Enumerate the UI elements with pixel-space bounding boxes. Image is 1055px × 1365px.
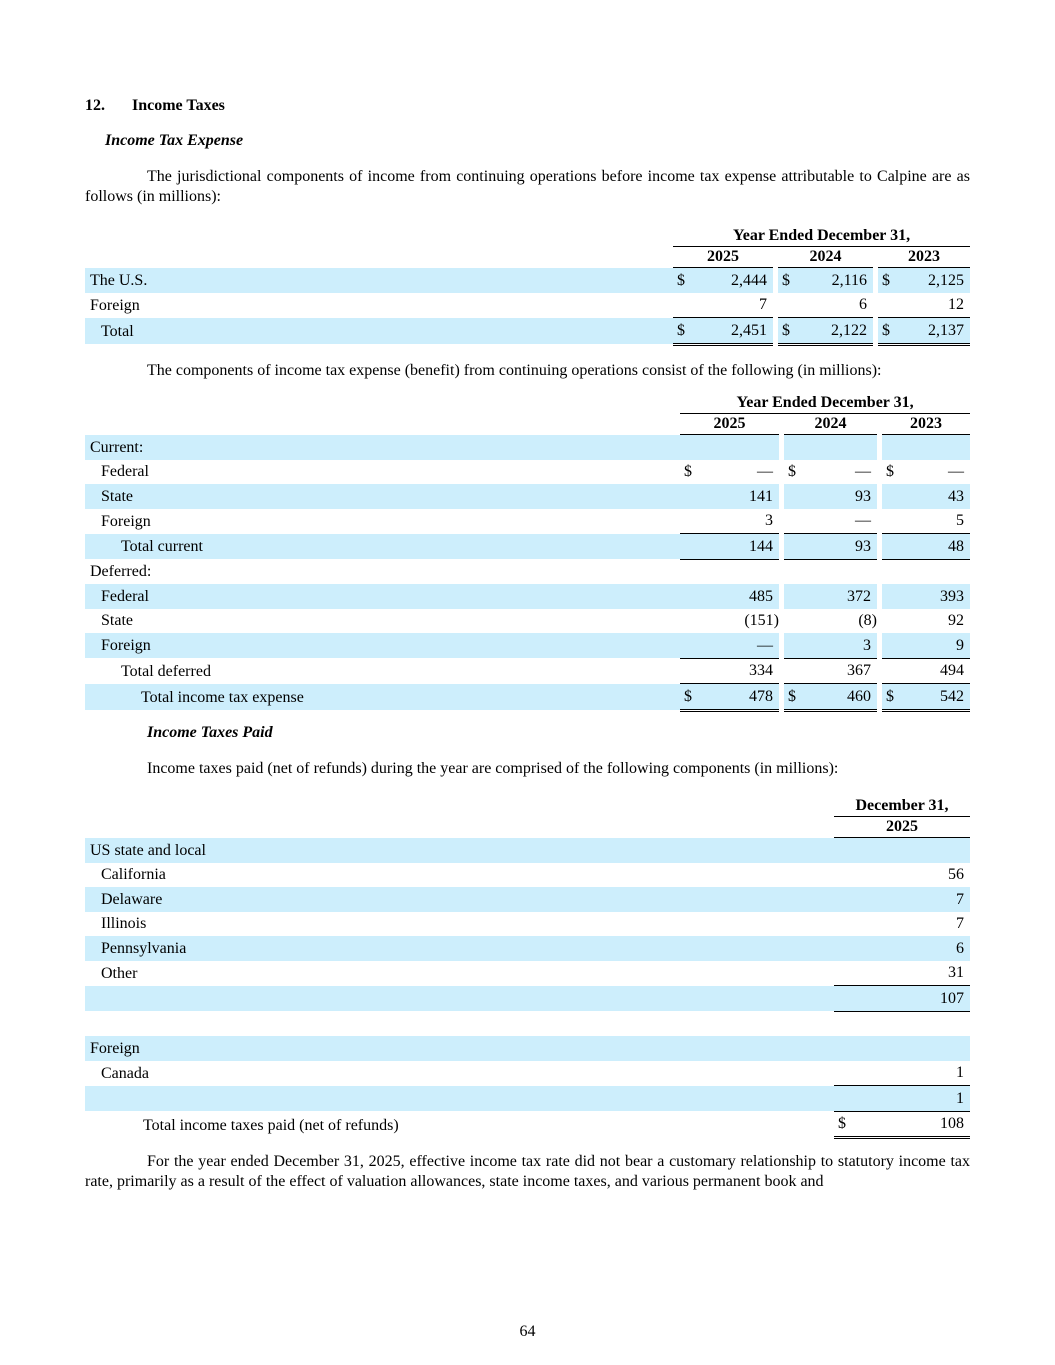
value-cell: 43 bbox=[904, 484, 970, 509]
page-number: 64 bbox=[519, 1323, 536, 1340]
row-label: Current: bbox=[85, 435, 680, 460]
table-row bbox=[85, 1086, 970, 1112]
col-year-2025: 2025 bbox=[834, 817, 970, 838]
table-row bbox=[85, 435, 970, 460]
row-label: State bbox=[101, 612, 133, 629]
value-cell: 2,125 bbox=[900, 268, 970, 293]
value-cell: 7 bbox=[695, 293, 773, 318]
row-label: Other bbox=[101, 964, 138, 982]
row-label: Foreign bbox=[101, 512, 151, 530]
table-row bbox=[85, 534, 970, 560]
table-row bbox=[85, 986, 970, 1012]
section-number: 12. bbox=[85, 97, 105, 114]
table-row bbox=[85, 609, 970, 634]
value-cell: (8) bbox=[858, 612, 877, 629]
value-cell: 3 bbox=[806, 633, 877, 658]
table-row bbox=[85, 912, 970, 937]
value-cell: 460 bbox=[806, 684, 877, 711]
foreign-subtotal-value: 1 bbox=[856, 1086, 970, 1112]
table-row bbox=[85, 633, 970, 658]
value-cell: 2,451 bbox=[695, 318, 773, 345]
value-cell: 6 bbox=[800, 293, 873, 318]
table-row bbox=[85, 584, 970, 609]
value-cell: 2,116 bbox=[800, 268, 873, 293]
value-cell: 367 bbox=[806, 658, 877, 684]
year-ended-header: Year Ended December 31, bbox=[680, 393, 970, 414]
col-year-2024: 2024 bbox=[784, 414, 877, 435]
row-label: Federal bbox=[85, 584, 680, 609]
row-label: Pennsylvania bbox=[85, 936, 834, 961]
row-label: Illinois bbox=[101, 915, 147, 932]
income-taxes-paid-table bbox=[85, 796, 970, 1139]
value-cell: — bbox=[948, 463, 965, 480]
spacer-row bbox=[85, 1011, 970, 1036]
us-subtotal-value: 107 bbox=[856, 986, 970, 1012]
value-cell: — bbox=[806, 509, 877, 534]
row-label: Foreign bbox=[85, 1036, 834, 1061]
tax-expense-components-table bbox=[85, 393, 970, 712]
closing-paragraph: For the year ended December 31, 2025, effective income tax rate did not bear a customary relationship to statutory income tax rate, primarily as a result of the effect of valuation allowances, state income taxes, and various permanent book and bbox=[85, 1153, 970, 1190]
value-cell: 12 bbox=[900, 293, 970, 318]
value-cell: 7 bbox=[956, 915, 964, 932]
table-row bbox=[85, 658, 970, 684]
value-cell: 393 bbox=[904, 584, 970, 609]
value-cell: 2,444 bbox=[695, 268, 773, 293]
value-cell: 9 bbox=[904, 633, 970, 658]
col-year-2024: 2024 bbox=[778, 247, 873, 268]
row-label: The U.S. bbox=[85, 268, 673, 293]
value-cell: 144 bbox=[702, 534, 779, 560]
value-cell: 542 bbox=[904, 684, 970, 711]
december-31-header: December 31, bbox=[855, 797, 949, 814]
value-cell: 6 bbox=[856, 936, 970, 961]
value-cell: — bbox=[855, 463, 871, 480]
section-title: Income Taxes bbox=[132, 97, 225, 114]
row-label: California bbox=[101, 866, 166, 883]
table-row bbox=[85, 863, 970, 888]
value-cell: 478 bbox=[702, 684, 779, 711]
year-ended-header: Year Ended December 31, bbox=[673, 226, 970, 247]
row-label: Delaware bbox=[85, 887, 834, 912]
value-cell: 56 bbox=[948, 866, 964, 883]
jurisdiction-intro-paragraph: The jurisdictional components of income from continuing operations before income tax expense attributable to Calpine are as follows (in millions): bbox=[85, 168, 970, 205]
table-row bbox=[85, 1036, 970, 1061]
value-cell: 93 bbox=[806, 484, 877, 509]
table-row bbox=[85, 838, 970, 863]
value-cell: 31 bbox=[856, 961, 970, 986]
row-label: Deferred: bbox=[90, 563, 152, 580]
table-row: Total income taxes paid (net of refunds) $ 108 bbox=[85, 1111, 970, 1138]
value-cell: (151) bbox=[744, 612, 779, 629]
value-cell: 485 bbox=[702, 584, 779, 609]
row-label: US state and local bbox=[85, 838, 834, 863]
row-label: Foreign bbox=[90, 296, 140, 314]
value-cell: 3 bbox=[702, 509, 779, 534]
value-cell: 334 bbox=[702, 658, 779, 684]
row-label: Canada bbox=[101, 1064, 149, 1082]
income-tax-expense-heading: Income Tax Expense bbox=[105, 132, 244, 149]
value-cell: 2,137 bbox=[900, 318, 970, 345]
table-row: Federal $ — $ — $ — bbox=[85, 460, 970, 485]
row-label: Total income taxes paid (net of refunds) bbox=[143, 1116, 399, 1134]
value-cell: 2,122 bbox=[800, 318, 873, 345]
row-label: Foreign bbox=[85, 633, 680, 658]
table-row bbox=[85, 484, 970, 509]
value-cell: 1 bbox=[856, 1061, 970, 1086]
value-cell: — bbox=[757, 463, 773, 480]
col-year-2023: 2023 bbox=[882, 414, 970, 435]
col-year-2025: 2025 bbox=[673, 247, 773, 268]
income-taxes-paid-heading: Income Taxes Paid bbox=[147, 724, 273, 741]
total-taxes-paid-value: 108 bbox=[856, 1111, 970, 1138]
section-heading bbox=[85, 97, 225, 115]
taxes-paid-intro-paragraph: Income taxes paid (net of refunds) during the year are comprised of the following components (in millions): bbox=[147, 760, 839, 777]
table-row: Total income tax expense $ 478 $ 460 $ 542 bbox=[85, 684, 970, 711]
table-row bbox=[85, 559, 970, 584]
components-intro-paragraph: The components of income tax expense (benefit) from continuing operations consist of the following (in millions): bbox=[147, 362, 882, 379]
table-row bbox=[85, 887, 970, 912]
row-label: Total deferred bbox=[121, 662, 211, 680]
table-row bbox=[85, 293, 970, 318]
table-row: Total $ 2,451 $ 2,122 $ 2,137 bbox=[85, 318, 970, 345]
jurisdiction-income-table bbox=[85, 226, 970, 346]
row-label: Federal bbox=[101, 463, 149, 480]
row-label: Total bbox=[85, 318, 673, 345]
table-row bbox=[85, 509, 970, 534]
value-cell: 48 bbox=[904, 534, 970, 560]
col-year-2023: 2023 bbox=[878, 247, 970, 268]
value-cell: 141 bbox=[702, 484, 779, 509]
value-cell: — bbox=[702, 633, 779, 658]
row-label: Total current bbox=[85, 534, 680, 560]
value-cell: 372 bbox=[806, 584, 877, 609]
table-row: The U.S. $ 2,444 $ 2,116 $ 2,125 bbox=[85, 268, 970, 293]
value-cell: 93 bbox=[806, 534, 877, 560]
row-label: State bbox=[85, 484, 680, 509]
row-label: Total income tax expense bbox=[85, 684, 680, 711]
value-cell: 494 bbox=[904, 658, 970, 684]
value-cell: 7 bbox=[856, 887, 970, 912]
table-row bbox=[85, 961, 970, 986]
value-cell: 92 bbox=[948, 612, 965, 629]
table-row bbox=[85, 936, 970, 961]
col-year-2025: 2025 bbox=[680, 414, 779, 435]
value-cell: 5 bbox=[904, 509, 970, 534]
table-row bbox=[85, 1061, 970, 1086]
